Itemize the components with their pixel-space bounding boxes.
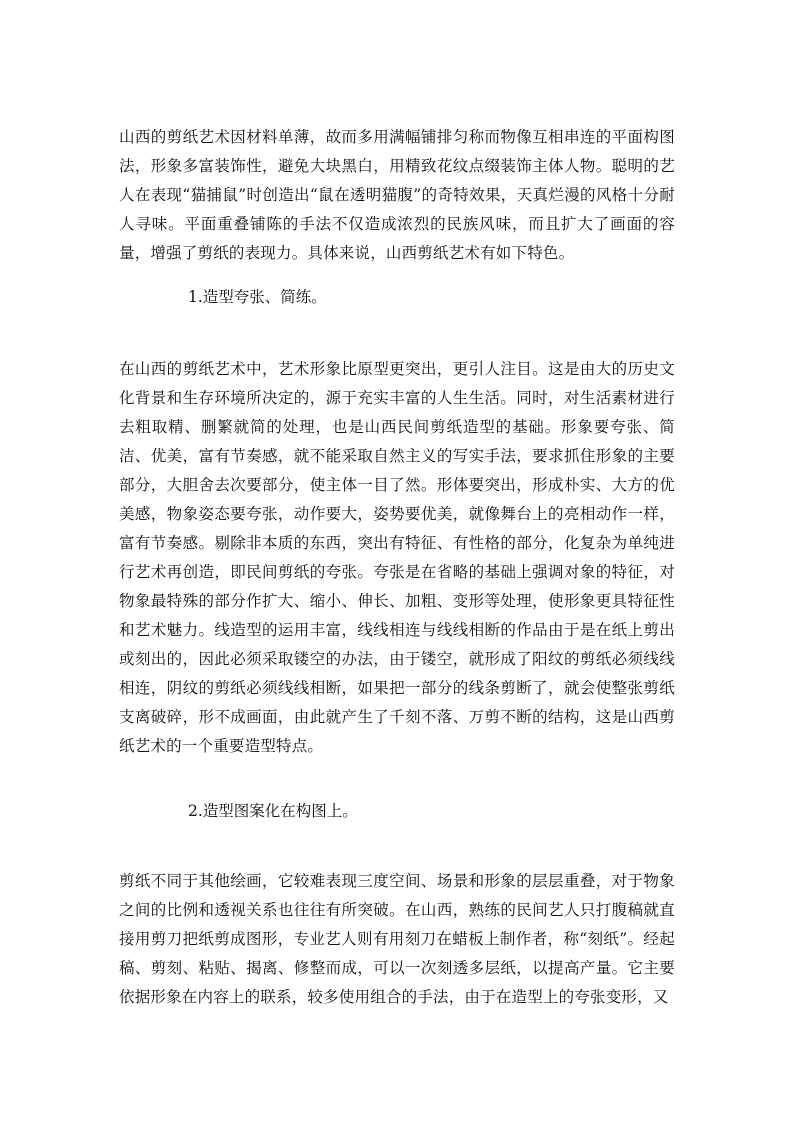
section-heading-1: 1.造型夸张、简练。	[188, 288, 327, 306]
paragraph-intro: 山西的剪纸艺术因材料单薄，故而多用满幅铺排匀称而物像互相串连的平面构图法，形象多富装饰性，避免大块黑白，用精致花纹点缀装饰主体人物。聪明的艺人在表现“猫捕鼠”时创造出“鼠在透明猫腹”的奇特效果，天真烂漫的风格十分耐人寻味。平面重叠铺陈的手法不仅造成浓烈的民族风味，而且扩大了画面的容量，增强了剪纸的表现力。具体来说，山西剪纸艺术有如下特色。	[119, 128, 675, 262]
paragraph-section-1: 在山西的剪纸艺术中，艺术形象比原型更突出，更引人注目。这是由大的历史文化背景和生存环境所决定的，源于充实丰富的人生生活。同时，对生活素材进行去粗取精、删繁就简的处理，也是山西民间剪纸造型的基础。形象要夸张、简洁、优美，富有节奏感，就不能采取自然主义的写实手法，要求抓住形象的主要部分，大胆舍去次要部分，使主体一目了然。形体要突出，形成朴实、大方的优美感，物象姿态要夸张，动作要大，姿势要优美，就像舞台上的亮相动作一样，富有节奏感。剔除非本质的东西，突出有特征、有性格的部分，化复杂为单纯进行艺术再创造，即民间剪纸的夸张。夸张是在省略的基础上强调对象的特征，对物象最特殊的部分作扩大、缩小、伸长、加粗、变形等处理，使形象更具特征性和艺术魅力。线造型的运用丰富，线线相连与线线相断的作品由于是在纸上剪出或刻出的，因此必须采取镂空的办法，由于镂空，就形成了阳纹的剪纸必须线线相连，阴纹的剪纸必须线线相断，如果把一部分的线条剪断了，就会使整张剪纸支离破碎，形不成画面，由此就产生了千刻不落、万剪不断的结构，这是山西剪纸艺术的一个重要造型特点。	[119, 360, 675, 755]
paragraph-section-2: 剪纸不同于其他绘画，它较难表现三度空间、场景和形象的层层重叠，对于物象之间的比例和透视关系也往往有所突破。在山西，熟练的民间艺人只打腹稿就直接用剪刀把纸剪成图形，专业艺人则有用刻刀在蜡板上制作者，称“刻纸”。经起稿、剪刻、粘贴、揭离、修整而成，可以一次刻透多层纸，以提高产量。它主要依据形象在内容上的联系，较多使用组合的手法，由于在造型上的夸张变形，又	[119, 872, 675, 1006]
section-heading-2: 2.造型图案化在构图上。	[188, 802, 358, 820]
